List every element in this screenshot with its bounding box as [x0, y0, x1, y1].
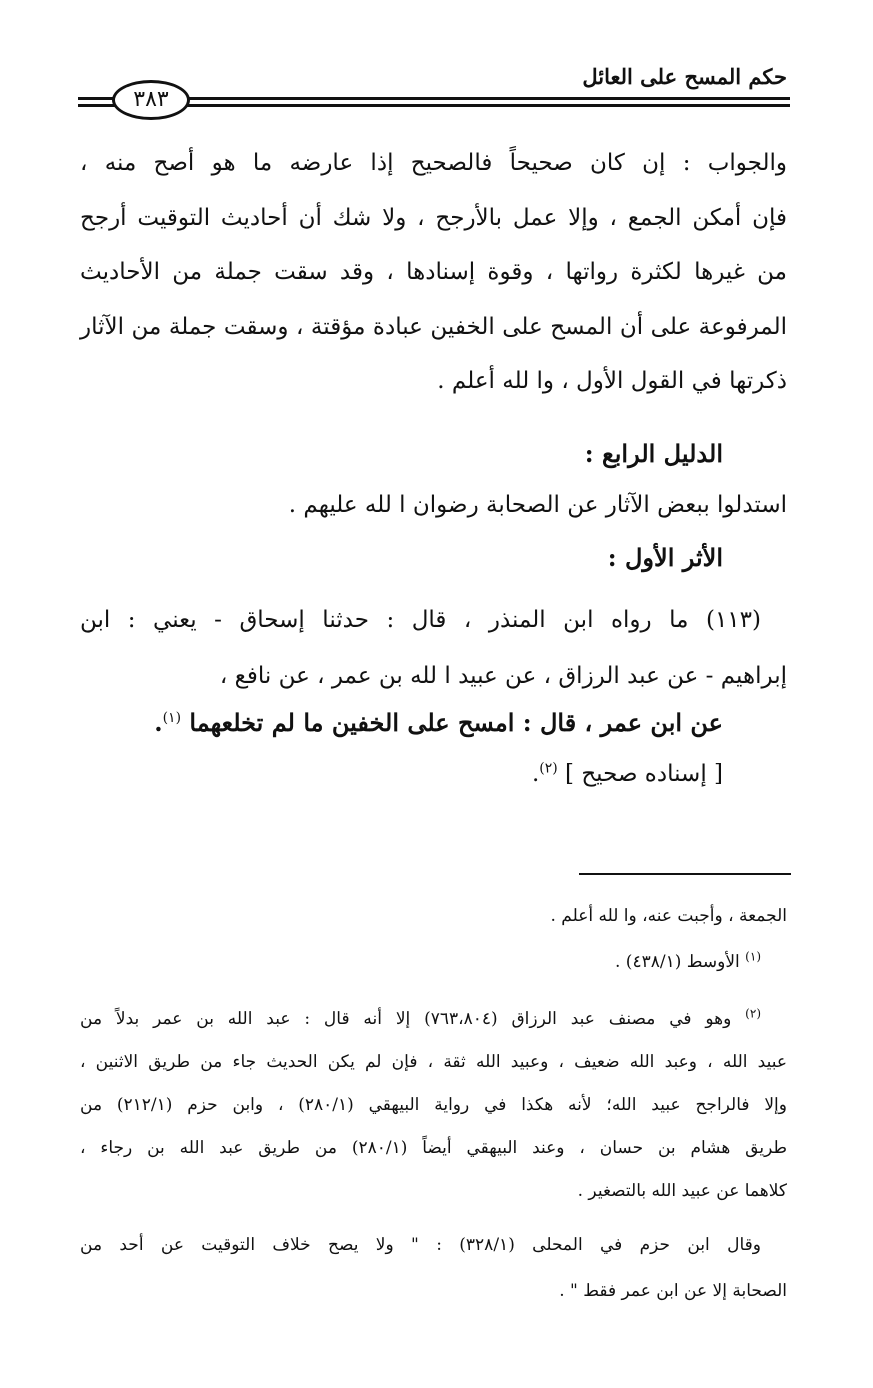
answer-line: فإن أمكن الجمع ، وإلا عمل بالأرجح ، ولا شك أن أحاديث التوقيت أرجح: [80, 204, 787, 231]
footnote-1: [54, 946, 761, 978]
fourth-proof-text: استدلوا ببعض الآثار عن الصحابة رضوان ا لله عليهم .: [288, 492, 787, 518]
answer-line: من غيرها لكثرة رواتها ، وقوة إسنادها ، وقد سقت جملة من الأحاديث: [80, 259, 787, 285]
section-heading-first-athar: الأثر الأول :: [607, 543, 723, 572]
section-heading-fourth-proof: الدليل الرابع :: [584, 439, 723, 468]
footnote-2-line: عبيد الله ، وعبد الله ضعيف ، وعبيد الله ثقة ، فإن لم يكن الحديث جاء من طريق الاثنين ،: [80, 1052, 787, 1072]
footnote-2-line: وإلا فالراجح عبيد الله؛ لأنه هكذا في رواية البيهقي (٢٨٠/١) ، وابن حزم (٢١٢/١) من: [80, 1095, 787, 1115]
footnote-1-text: الأوسط (٤٣٨/١) .: [615, 952, 740, 972]
footnote-separator: [579, 873, 791, 875]
footnote-3: [80, 1222, 787, 1314]
answer-paragraph: [80, 136, 787, 409]
narration-paragraph: [80, 592, 787, 704]
footnote-2-marker: (٢): [745, 1006, 761, 1021]
footnote-reference-1[interactable]: (١): [162, 710, 182, 726]
footnote-reference-2[interactable]: (٢): [539, 760, 558, 777]
hadith-body: عن ابن عمر ، قال : امسح على الخفين ما لم تخلعهما: [189, 708, 723, 737]
hadith-text: عن ابن عمر ، قال : امسح على الخفين ما لم تخلعهما $^{(١)}$.: [154, 708, 723, 737]
page-number: ٣٨٣: [112, 80, 190, 120]
narration-line: (١١٣) ما رواه ابن المنذر ، قال : حدثنا إسحاق - يعني : ابن: [80, 607, 761, 633]
grading-text: [ إسناده صحيح ] $^{(٢)}$.: [531, 760, 723, 787]
footnote-1-marker: (١): [745, 949, 761, 964]
footnote-2-line: طريق هشام بن حسان ، وعند البيهقي أيضاً (٢٨٠/١) من طريق عبد الله بن رجاء ،: [80, 1138, 787, 1158]
footnote-2: [80, 998, 787, 1213]
footnote-3-line: الصحابة إلا عن ابن عمر فقط " .: [559, 1281, 787, 1301]
answer-line: والجواب : إن كان صحيحاً فالصحيح إذا عارضه ما هو أصح منه ،: [80, 150, 787, 176]
grading-body: [ إسناده صحيح ]: [565, 761, 723, 787]
footnote-2-line: كلاهما عن عبيد الله بالتصغير .: [577, 1181, 787, 1201]
footnote-3-line: وقال ابن حزم في المحلى (٣٢٨/١) : " ولا يصح خلاف التوقيت عن أحد من: [80, 1235, 761, 1255]
footnote-carryover: الجمعة ، وأجبت عنه، وا لله أعلم .: [550, 906, 787, 926]
footnote-2-line: $^{(٢)}$ وهو في مصنف عبد الرزاق (٧٦٣،٨٠٤) إلا أنه قال : عبد الله بن عمر بدلاً من: [80, 1006, 761, 1029]
running-title: حكم المسح على العائل: [582, 64, 787, 89]
narration-line: إبراهيم - عن عبد الرزاق ، عن عبيد ا لله بن عمر ، عن نافع ،: [219, 663, 787, 689]
answer-line: المرفوعة على أن المسح على الخفين عبادة مؤقتة ، وسقت جملة من الآثار: [80, 313, 787, 340]
answer-line: ذكرتها في القول الأول ، وا لله أعلم .: [437, 368, 787, 394]
